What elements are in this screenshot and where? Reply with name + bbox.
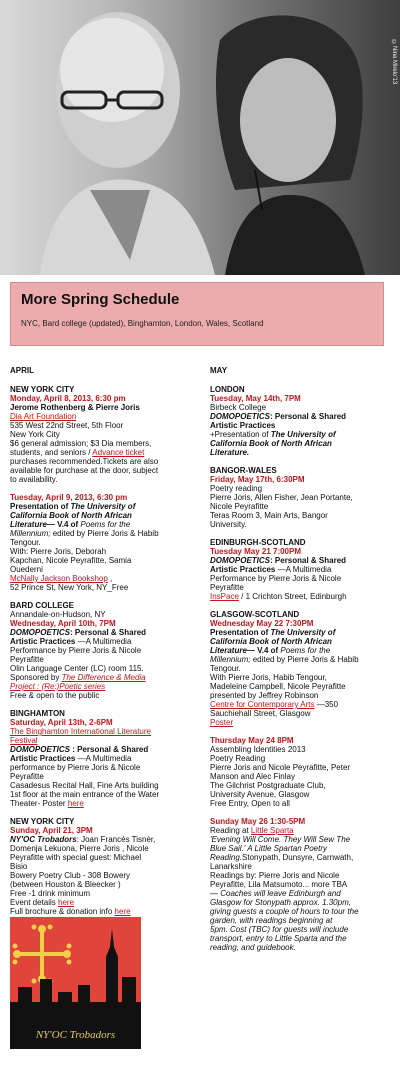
event-title: Blue Sail.' bbox=[210, 844, 246, 853]
event-title: Reading. bbox=[210, 853, 243, 862]
event-detail: Casadesus Recital Hall, Fine Arts building bbox=[10, 781, 159, 790]
event-detail: Event details bbox=[10, 898, 59, 907]
event-city: New York City bbox=[10, 430, 60, 439]
event-address: University Avenue, Glasgow bbox=[210, 790, 310, 799]
event-title: Presentation of bbox=[10, 502, 71, 511]
event-title: — V.4 of bbox=[246, 646, 281, 655]
event-detail: —A Multimedia bbox=[75, 754, 132, 763]
event-participants: Manson and Alec Finlay bbox=[210, 772, 295, 781]
event-address: The Gilchrist Postgraduate Club, bbox=[210, 781, 326, 790]
event-note: Glasgow for Stonypath approx. 1.30pm, bbox=[210, 898, 351, 907]
event-little-sparta bbox=[210, 817, 395, 952]
event-date: Tuesday, April 9, 2013, 6:30 pm bbox=[10, 493, 128, 502]
event-note: — Coaches will leave Edinburgh and bbox=[210, 889, 341, 898]
book-title: California Book of North African bbox=[210, 439, 332, 448]
event-nyc-april-8 bbox=[10, 385, 200, 484]
event-participants: Ouederni bbox=[10, 565, 43, 574]
photo-credit: ©Nina Mirelo'13 bbox=[391, 40, 397, 85]
event-detail: Free -1 drink minimum bbox=[10, 889, 91, 898]
city-heading: BANGOR-WALES bbox=[210, 466, 277, 475]
event-detail: : Joan Francés Tisnèr, bbox=[76, 835, 156, 844]
event-location: Annandale-on-Hudson, NY bbox=[10, 610, 106, 619]
book-title: Millennium; bbox=[210, 655, 251, 664]
event-title: : Personal & Shared bbox=[70, 628, 147, 637]
event-note: garden, with readings beginning at bbox=[210, 916, 333, 925]
event-address: 52 Prince St, New York, NY_Free bbox=[10, 583, 129, 592]
event-date: Tuesday May 21 7:00PM bbox=[210, 547, 302, 556]
event-detail: Full brochure & donation info bbox=[10, 907, 115, 916]
event-detail: —A Multimedia bbox=[275, 565, 332, 574]
event-price: available for purchase at the door, subject bbox=[10, 466, 159, 475]
city-heading: NEW YORK CITY bbox=[10, 817, 75, 826]
event-address: Lanarkshire bbox=[210, 862, 252, 871]
event-title: DOMOPOETICS bbox=[10, 745, 71, 754]
book-title: The University of bbox=[270, 430, 336, 439]
event-title: — V.4 of bbox=[46, 520, 81, 529]
event-title: : Personal & Shared bbox=[270, 556, 347, 565]
book-title: California Book of North African bbox=[210, 637, 332, 646]
difference-media-link[interactable]: The Difference & Media bbox=[61, 673, 146, 682]
event-date: Friday, May 17th, 6:30PM bbox=[210, 475, 305, 484]
city-heading: EDINBURGH-SCOTLAND bbox=[210, 538, 306, 547]
event-price: $6 general admission; $3 Dia members, bbox=[10, 439, 152, 448]
event-address: Bowery Poetry Club - 308 Bowery bbox=[10, 871, 131, 880]
repoetic-series-link[interactable]: Project : (Re:)Poetic series bbox=[10, 682, 106, 691]
event-title: Artistic Practices bbox=[210, 421, 276, 430]
event-address: Teras Room 3, Main Arts, Bangor bbox=[210, 511, 328, 520]
event-title: Artistic Practices bbox=[10, 637, 76, 646]
event-detail: Poetry reading bbox=[210, 484, 263, 493]
event-participants: Madeleine Campbell, Nicole Peyrafitte bbox=[210, 682, 346, 691]
event-address: (between Houston & Bleecker ) bbox=[10, 880, 121, 889]
event-detail: Poetry Reading bbox=[210, 754, 266, 763]
event-participants: Peyrafitte, Lila Matsumoto... more TBA bbox=[210, 880, 348, 889]
event-bard-college bbox=[10, 601, 200, 700]
poster-link[interactable]: here bbox=[67, 799, 84, 808]
event-edinburgh bbox=[210, 538, 395, 601]
event-address: 535 West 22nd Street, 5th Floor bbox=[10, 421, 124, 430]
page-title: More Spring Schedule bbox=[21, 291, 180, 308]
event-detail: Performance by Pierre Joris & Nicole bbox=[210, 574, 342, 583]
event-details-link[interactable]: here bbox=[58, 898, 75, 907]
event-title: : Personal & Shared bbox=[270, 412, 347, 421]
event-detail: —A Multimedia bbox=[75, 637, 132, 646]
event-price: purchases recommended.Tickets are also bbox=[10, 457, 159, 466]
inspace-link[interactable]: InsPace bbox=[210, 592, 239, 601]
book-title: The University of bbox=[70, 502, 136, 511]
event-title: A Little Spartan Poetry bbox=[245, 844, 327, 853]
event-participants: Nicole Peyrafitte bbox=[210, 502, 269, 511]
event-glasgow-may-24 bbox=[210, 736, 395, 808]
event-title: DOMOPOETICS bbox=[10, 628, 71, 637]
advance-ticket-link[interactable]: Advance ticket bbox=[92, 448, 145, 457]
event-detail: edited by Pierre Joris & Habib bbox=[50, 529, 159, 538]
event-detail: Free Entry, Open to all bbox=[210, 799, 290, 808]
city-heading: LONDON bbox=[210, 385, 245, 394]
book-title: Millennium; bbox=[10, 529, 51, 538]
event-title: Artistic Practices bbox=[10, 754, 76, 763]
event-nyc-april-9 bbox=[10, 493, 200, 592]
event-date: Wednesday May 22 7:30PM bbox=[210, 619, 314, 628]
event-date: Wednesday, April 10th, 7PM bbox=[10, 619, 116, 628]
brochure-link[interactable]: here bbox=[114, 907, 131, 916]
event-title: Presentation of bbox=[210, 628, 271, 637]
book-title: The University of bbox=[270, 628, 336, 637]
event-participants: Readings by: Pierre Joris and Nicole bbox=[210, 871, 340, 880]
event-participants: Pierre Joris and Nicole Peyrafitte, Peter bbox=[210, 763, 351, 772]
event-detail: Tengour. bbox=[210, 664, 241, 673]
event-detail: Birbeck College bbox=[210, 403, 267, 412]
event-note: 5pm. Cost (TBC) for guests will include bbox=[210, 925, 349, 934]
event-address: Sauchiehall Street, Glasgow bbox=[210, 709, 311, 718]
event-participants: Peyrafitte with special guest: Michael bbox=[10, 853, 142, 862]
event-detail: edited by Pierre Joris & Habib bbox=[250, 655, 359, 664]
may-column bbox=[210, 366, 395, 952]
event-note: reading, and guidebook. bbox=[210, 943, 296, 952]
event-detail: 1st floor at the main entrance of the Water bbox=[10, 790, 160, 799]
event-participants: Bisio bbox=[10, 862, 28, 871]
cca-link[interactable]: Centre for Contemporary Arts bbox=[210, 700, 315, 709]
event-detail: Sponsored by bbox=[10, 673, 62, 682]
event-nyc-april-21 bbox=[10, 817, 200, 916]
event-detail: Free & open to the public bbox=[10, 691, 100, 700]
event-glasgow-may-22 bbox=[210, 610, 395, 727]
event-address: Stonypath, Dunsyre, Carnwath, bbox=[242, 853, 354, 862]
month-heading-may: MAY bbox=[210, 366, 228, 375]
event-note: transport, entry to Little Sparta and the bbox=[210, 934, 347, 943]
event-london bbox=[210, 385, 395, 457]
literature-festival-link[interactable]: Festival bbox=[10, 736, 38, 745]
event-title: Artistic Practices bbox=[210, 565, 276, 574]
book-title: Literature. bbox=[210, 448, 250, 457]
month-heading-april: APRIL bbox=[10, 366, 34, 375]
book-title: Poems for the bbox=[80, 520, 131, 529]
city-heading: BINGHAMTON bbox=[10, 709, 65, 718]
city-heading: BARD COLLEGE bbox=[10, 601, 74, 610]
poster-link[interactable]: Poster bbox=[210, 718, 234, 727]
event-participants: Kapchan, Nicole Peyrafitte, Samia bbox=[10, 556, 132, 565]
event-date: Thursday May 24 8PM bbox=[210, 736, 294, 745]
event-date: Saturday, April 13th, 2-6PM bbox=[10, 718, 113, 727]
schedule-banner bbox=[10, 282, 384, 346]
event-detail: , bbox=[107, 574, 113, 583]
event-detail: Assembling Identities 2013 bbox=[210, 745, 306, 754]
event-participants: Pierre Joris, Allen Fisher, Jean Portante, bbox=[210, 493, 353, 502]
event-note: giving guests a couple of hours to tour the bbox=[210, 907, 359, 916]
event-detail: performance by Pierre Joris & Nicole bbox=[10, 763, 141, 772]
event-detail: Performance by Pierre Joris & Nicole bbox=[10, 646, 142, 655]
event-participants: With Pierre Joris, Habib Tengour, bbox=[210, 673, 327, 682]
book-title: Poems for the bbox=[280, 646, 331, 655]
event-date: Sunday May 26 1:30-5PM bbox=[210, 817, 306, 826]
book-title: Literature bbox=[10, 520, 47, 529]
event-participants: presented by Jeffrey Robinson bbox=[210, 691, 319, 700]
page-subtitle: NYC, Bard college (updated), Binghamton, London, Wales, Scotland bbox=[21, 319, 264, 328]
event-detail: Tengour. bbox=[10, 538, 41, 547]
event-date: Tuesday, May 14th, 7PM bbox=[210, 394, 301, 403]
portrait-illustration bbox=[0, 0, 400, 275]
little-sparta-link[interactable]: Little Sparta bbox=[250, 826, 294, 835]
event-detail: Peyrafitte bbox=[10, 772, 44, 781]
event-date: Monday, April 8, 2013, 6:30 pm bbox=[10, 394, 126, 403]
event-address: / 1 Crichton Street, Edinburgh bbox=[238, 592, 347, 601]
header-photo bbox=[0, 0, 400, 275]
event-title: DOMOPOETICS bbox=[210, 412, 271, 421]
event-detail: Theater- Poster bbox=[10, 799, 68, 808]
event-address: —350 bbox=[314, 700, 339, 709]
april-column bbox=[10, 366, 200, 916]
event-date: Sunday, April 21, 3PM bbox=[10, 826, 93, 835]
event-title: DOMOPOETICS bbox=[210, 556, 271, 565]
nyoc-trobadors-logo[interactable] bbox=[10, 917, 141, 1049]
event-bangor bbox=[210, 466, 395, 529]
event-title: 'Evening Will Come. They Will Sew The bbox=[210, 835, 351, 844]
city-heading: NEW YORK CITY bbox=[10, 385, 75, 394]
event-detail: Olin Language Center (LC) room 115. bbox=[10, 664, 144, 673]
book-title: California Book of North African bbox=[10, 511, 132, 520]
event-price: students, and seniors / bbox=[10, 448, 93, 457]
event-participants: With: Pierre Joris, Deborah bbox=[10, 547, 107, 556]
logo-caption: NY'OC Trobadors bbox=[35, 1029, 116, 1041]
event-detail: Peyrafitte bbox=[10, 655, 44, 664]
book-title: Literature bbox=[210, 646, 247, 655]
dia-art-foundation-link[interactable]: Dia Art Foundation bbox=[10, 412, 77, 421]
event-detail: Reading at bbox=[210, 826, 251, 835]
mcnally-jackson-link[interactable]: McNally Jackson Bookshop bbox=[10, 574, 108, 583]
event-participants: Domenja Lekuona, Pierre Joris , Nicole bbox=[10, 844, 149, 853]
city-heading: GLASGOW-SCOTLAND bbox=[210, 610, 300, 619]
event-performers: Jerome Rothenberg & Pierre Joris bbox=[10, 403, 140, 412]
event-title: : Personal & Shared bbox=[70, 745, 149, 754]
event-binghamton bbox=[10, 709, 200, 808]
event-title: NY'OC Trobadors bbox=[10, 835, 77, 844]
event-price: to availability. bbox=[10, 475, 58, 484]
literature-festival-link[interactable]: The Binghamton International Literature bbox=[10, 727, 151, 736]
event-detail: +Presentation of bbox=[210, 430, 271, 439]
event-detail: Peyrafitte bbox=[210, 583, 244, 592]
event-address: University. bbox=[210, 520, 247, 529]
